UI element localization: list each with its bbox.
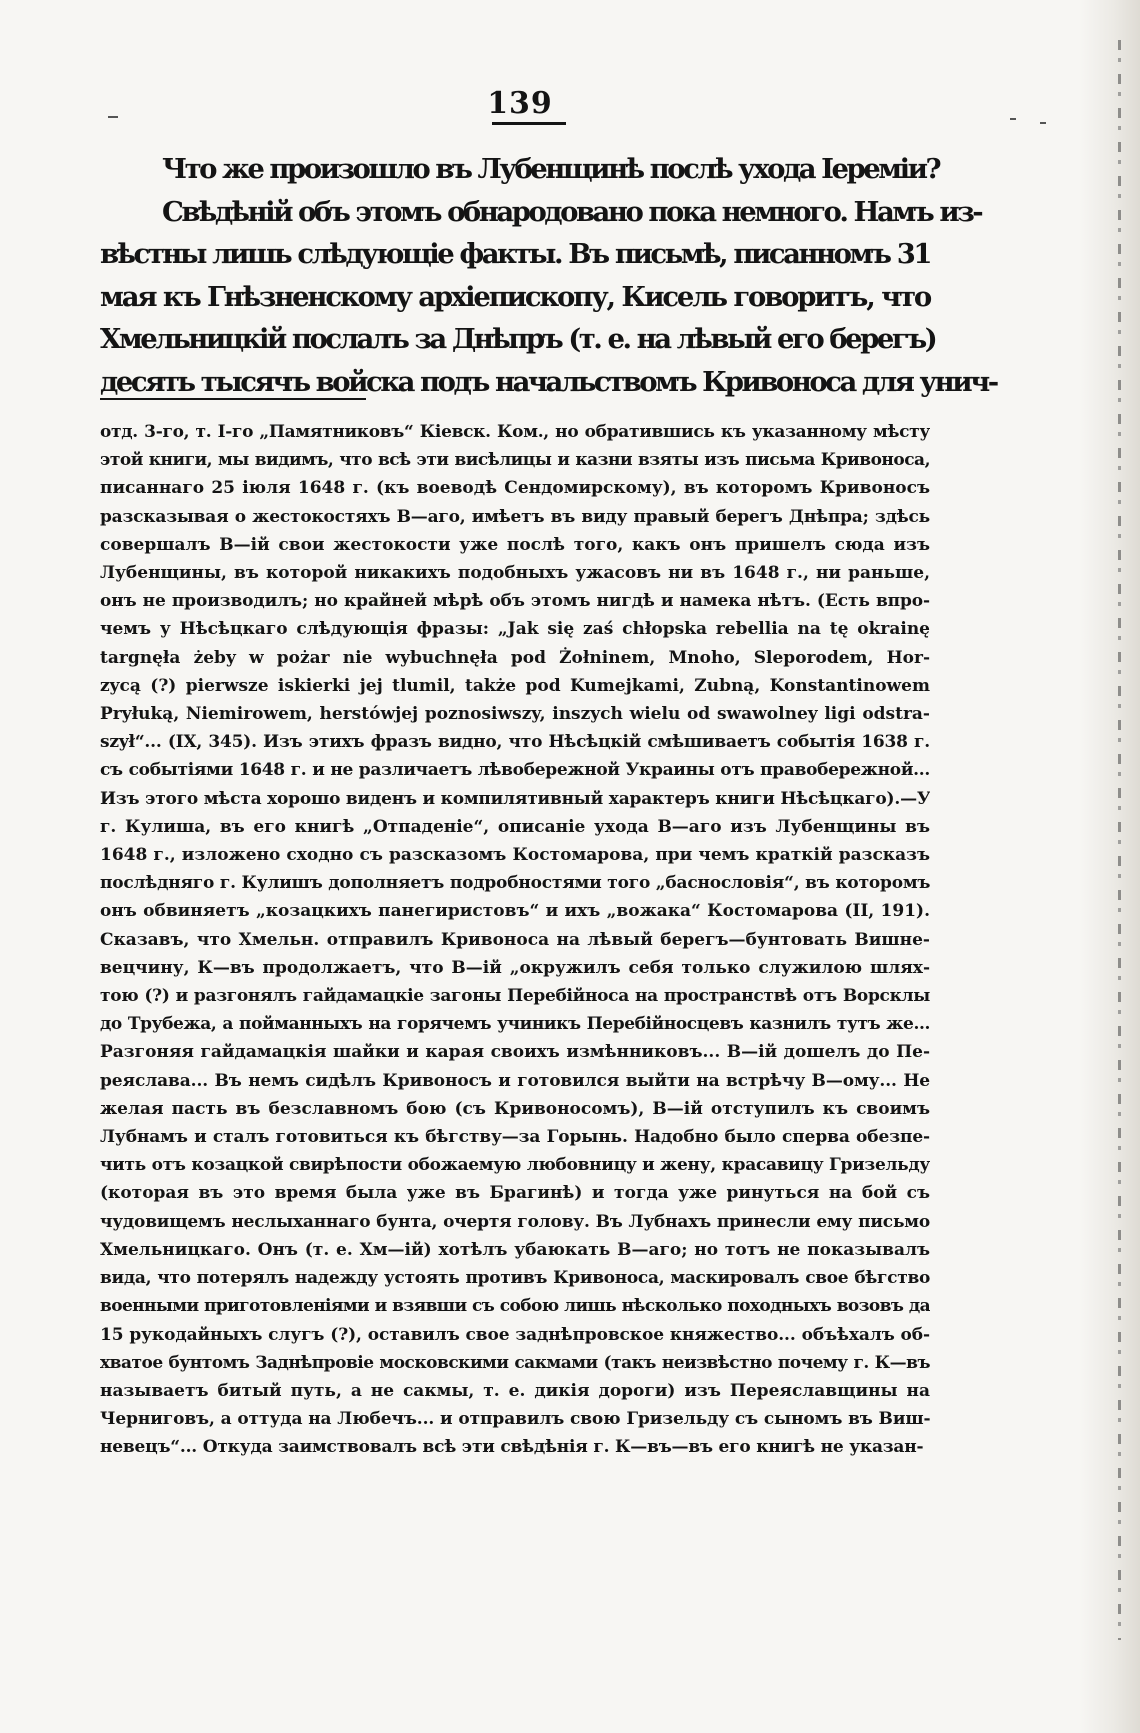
scan-speck (108, 116, 118, 118)
footnote-line: Лубенщины, въ которой никакихъ подобныхъ ужасовъ ни въ 1648 г., ни раньше, (100, 563, 930, 584)
footnote-line: хватое бунтомъ Заднѣпровіе московскими сакмами (такъ неизвѣстно почему г. К—въ (100, 1352, 930, 1373)
footnote-line: Изъ этого мѣста хорошо виденъ и компилятивный характеръ книги Нѣсѣцкаго).—У (100, 788, 930, 809)
footnote-line: совершалъ В—ій свои жестокости уже послѣ того, какъ онъ пришелъ сюда изъ (100, 534, 930, 555)
footnote-line: Хмельницкаго. Онъ (т. е. Хм—ій) хотѣлъ убаюкать В—аго; но тотъ не показывалъ (100, 1239, 930, 1260)
footnote-line: Черниговъ, а оттуда на Любечъ... и отправилъ свою Гризельду съ сыномъ въ Виш- (100, 1409, 930, 1430)
footnote-line: называетъ битый путь, а не сакмы, т. е. дикія дороги) изъ Переяславщины на (100, 1380, 930, 1401)
footnote-line: чемъ у Нѣсѣцкаго слѣдующія фразы: „Jak się zaś chłopska rebellia na tę okrainę (100, 619, 930, 640)
footnote-line: послѣдняго г. Кулишъ дополняетъ подробностями того „баснословія“, въ которомъ (100, 873, 930, 894)
footnote-line: онъ не производилъ; но крайней мѣрѣ объ этомъ нигдѣ и намека нѣтъ. (Есть впро- (100, 591, 930, 612)
footnote-line: военными приготовленіями и взявши съ собою лишь нѣсколько походныхъ возовъ да (100, 1296, 930, 1317)
footnote-line: вецчину, К—въ продолжаетъ, что В—ій „окружилъ себя только служилою шлях- (100, 957, 930, 978)
footnote-line: (которая въ это время была уже въ Брагинѣ) и тогда уже ринуться на бой съ (100, 1183, 930, 1204)
footnote-line: невецъ“... Откуда заимствовалъ всѣ эти свѣдѣнія г. К—въ—въ его книгѣ не указан- (100, 1437, 924, 1458)
page-edge (1080, 0, 1140, 1733)
footnote-line: Сказавъ, что Хмельн. отправилъ Кривоноса на лѣвый берегъ—бунтовать Вишне- (100, 929, 930, 950)
footnote-line: Разгоняя гайдамацкія шайки и карая своихъ измѣнниковъ... В—ій дошелъ до Пе- (100, 1042, 930, 1063)
footnote-line: г. Кулиша, въ его книгѣ „Отпаденіе“, описаніе ухода В—аго изъ Лубенщины въ (100, 816, 930, 837)
footnote-line: 15 рукодайныхъ слугъ (?), оставилъ свое заднѣпровское княжество... объѣхалъ об- (100, 1324, 930, 1345)
scan-speck (1010, 118, 1016, 120)
main-text-line: мая къ Гнѣзненскому архіепископу, Кисель говоритъ, что (100, 280, 930, 313)
page-number: 139 (487, 86, 553, 121)
footnote-line: реяслава... Въ немъ сидѣлъ Кривоносъ и готовился выйти на встрѣчу В—ому... Не (100, 1070, 930, 1091)
main-text-line: Свѣдѣній объ этомъ обнародовано пока немного. Намъ из- (162, 195, 982, 228)
footnote-line: вида, что потерялъ надежду устоять противъ Кривоноса, маскировалъ свое бѣгство (100, 1268, 930, 1289)
main-text-line: Что же произошло въ Лубенщинѣ послѣ ухода Іереміи? (162, 153, 940, 185)
footnote-line: до Трубежа, а пойманныхъ на горячемъ учиникъ Перебійносцевъ казнилъ тутъ же... (100, 1014, 930, 1035)
scan-speck (1040, 122, 1046, 124)
footnote-rule (100, 398, 366, 400)
footnote-line: желая пасть въ безславномъ бою (съ Кривоносомъ), В—ій отступилъ къ своимъ (100, 1098, 930, 1119)
page-number-rule (492, 122, 566, 125)
footnote-line: чить отъ козацкой свирѣпости обожаемую любовницу и жену, красавицу Гризельду (100, 1155, 930, 1176)
main-text-line: вѣстны лишь слѣдующіе факты. Въ письмѣ, писанномъ 31 (100, 238, 930, 270)
scan-edge-marks (1118, 40, 1121, 1640)
footnote-line: разсказывая о жестокостяхъ В—аго, имѣетъ въ виду правый берегъ Днѣпра; здѣсь (100, 506, 930, 527)
footnote-line: szył“... (IX, 345). Изъ этихъ фразъ видно, что Нѣсѣцкій смѣшиваетъ событія 1638 г. (100, 732, 930, 753)
footnote-line: 1648 г., изложено сходно съ разсказомъ Костомарова, при чемъ краткій разсказъ (100, 845, 930, 866)
main-text-line: десять тысячъ войска подъ начальствомъ Кривоноса для унич- (100, 365, 997, 398)
footnote-line: Pryłuką, Niemirowem, herstówjej poznosiwszy, inszych wielu od swawolney ligi odstra- (100, 704, 930, 725)
footnote-line: этой книги, мы видимъ, что всѣ эти висѣлицы и казни взяты изъ письма Кривоноса, (100, 450, 930, 471)
footnote-line: отд. 3-го, т. I-го „Памятниковъ“ Кіевск. Ком., но обратившись къ указанному мѣсту (100, 422, 930, 442)
footnote-line: писаннаго 25 іюля 1648 г. (къ воеводѣ Сендомирскому), въ которомъ Кривоносъ (100, 478, 930, 499)
footnote-line: targnęła żeby w pożar nie wybuchnęła pod Żołninem, Mnoho, Sleporodem, Hor- (100, 647, 930, 668)
footnote-line: чудовищемъ неслыханнаго бунта, очертя голову. Въ Лубнахъ принесли ему письмо (100, 1211, 930, 1232)
footnote-line: онъ обвиняетъ „козацкихъ панегиристовъ“ и ихъ „вожака“ Костомарова (II, 191). (100, 901, 930, 922)
footnote-line: тою (?) и разгонялъ гайдамацкіе загоны Перебійноса на пространствѣ отъ Ворсклы (100, 986, 930, 1007)
footnote-line: zycą (?) pierwsze iskierki jej tlumil, także pod Kumejkami, Zubną, Konstantinowem (100, 675, 930, 696)
main-text-line: Хмельницкій послалъ за Днѣпръ (т. е. на лѣвый его берегъ) (100, 323, 936, 355)
footnote (100, 418, 930, 1462)
footnote-line: съ событіями 1648 г. и не различаетъ лѣвобережной Украины отъ правобережной... (100, 760, 930, 781)
main-text (100, 148, 997, 403)
footnote-line: Лубнамъ и сталъ готовиться къ бѣгству—за Горынь. Надобно было сперва обезпе- (100, 1127, 930, 1148)
